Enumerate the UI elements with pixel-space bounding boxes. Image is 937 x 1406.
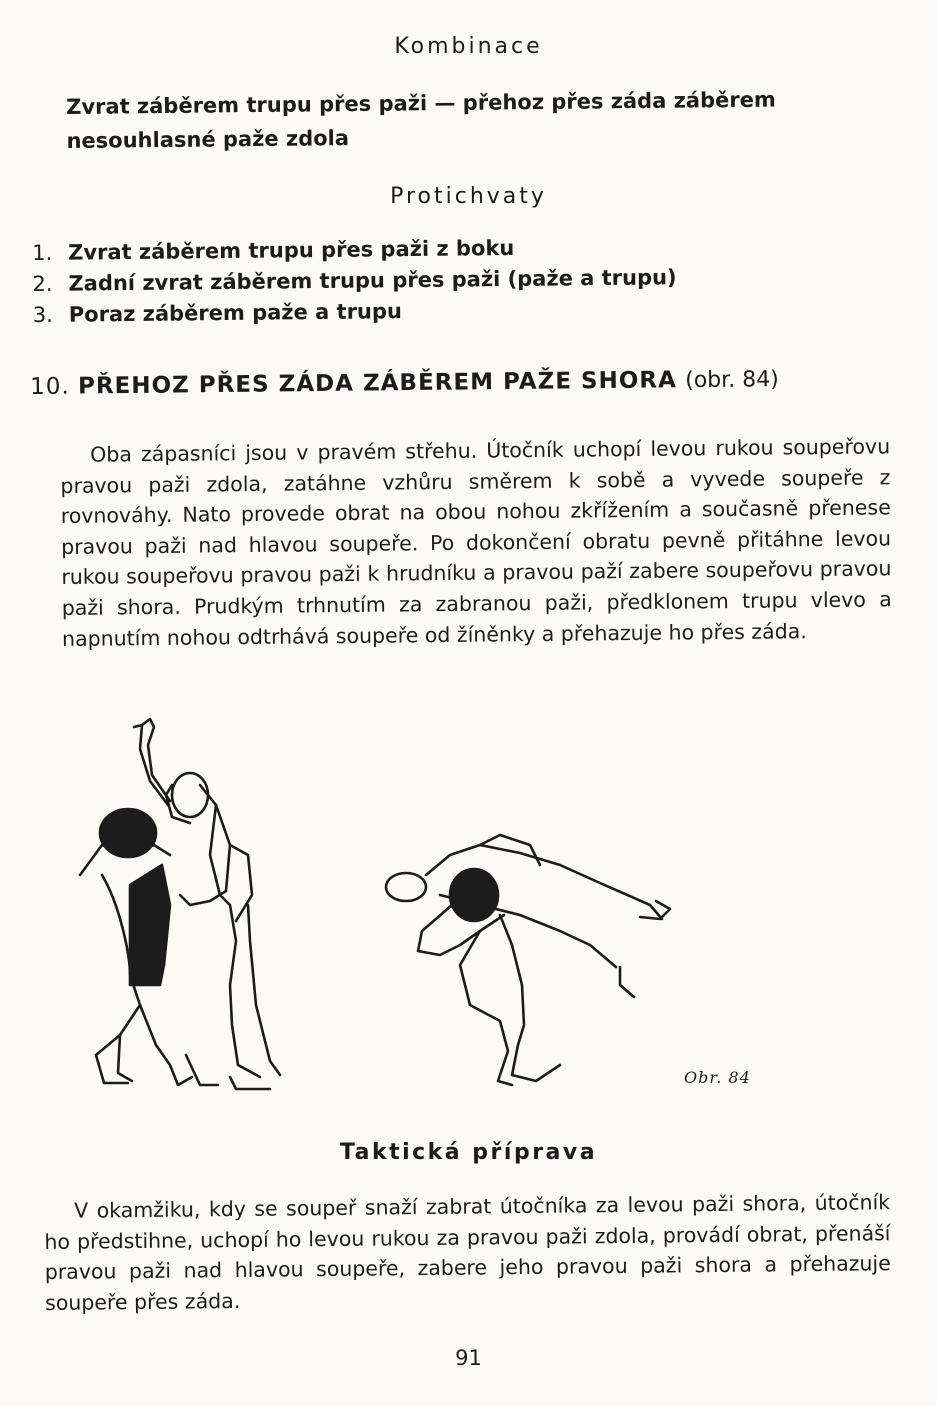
list-item-text: Zvrat záběrem trupu přes paži z boku	[68, 235, 515, 265]
tactics-heading: Taktická příprava	[339, 1140, 598, 1165]
list-item-text: Zadní zvrat záběrem trupu přes paži (paže a trupu)	[68, 265, 677, 296]
defender-singlet	[130, 865, 170, 985]
kombinace-text	[66, 81, 897, 158]
attacker-head	[450, 869, 498, 921]
description-paragraph	[60, 431, 892, 654]
list-item-number: 3.	[32, 302, 53, 327]
page-number: 91	[455, 1346, 482, 1370]
list-item-number: 1.	[32, 240, 53, 265]
kombinace-line-1: Zvrat záběrem trupu přes paži — přehoz přes záda záběrem	[66, 87, 776, 119]
wrestlers-illustration	[60, 705, 680, 1105]
kombinace-heading: Kombinace	[394, 34, 543, 59]
section-number: 10.	[30, 373, 70, 400]
section-heading: PŘEHOZ PŘES ZÁDA ZÁBĚREM PAŽE SHORA	[77, 367, 677, 400]
list-item-text: Poraz záběrem paže a trupu	[68, 299, 403, 327]
list-item-number: 2.	[32, 271, 53, 296]
protichvaty-list	[32, 229, 853, 331]
tactics-paragraph	[44, 1187, 891, 1318]
description-text: Oba zápasníci jsou v pravém střehu. Útočník uchopí levou rukou soupeřovu pravou paži zdola, zatáhne vzhůru směrem k sobě a vyvede soupeře z rovnováhy. Nato provede obrat na obou nohou zkřížením a současně přenese pravou paži nad hlavou soupeře. Po dokončení obratu pevně přitáhne levou rukou soupeřovu pravou paži k hrudníku a pravou paží zabere soupeřovu pravou paži shora. Prudkým trhnutím za zabranou paži, předklonem trupu vlevo a napnutím nohou odtrhává soupeře od žíněnky a přehazuje ho přes záda.	[60, 434, 892, 651]
kombinace-line-2: nesouhlasné paže zdola	[66, 126, 350, 153]
figure-caption: Obr. 84	[684, 1068, 751, 1087]
defender-head	[100, 809, 156, 857]
protichvaty-heading: Protichvaty	[390, 184, 547, 209]
figure-reference: (obr. 84)	[685, 367, 779, 394]
tactics-text: V okamžiku, kdy se soupeř snaží zabrat útočníka za levou paži shora, útočník ho předstihne, uchopí ho levou rukou za pravou paži zdola, provádí obrat, přenáší pravou paži nad hlavou soupeře, zabere jeho pravou paži shora a přehazuje soupeře přes záda.	[44, 1190, 891, 1315]
section-title	[30, 365, 910, 400]
